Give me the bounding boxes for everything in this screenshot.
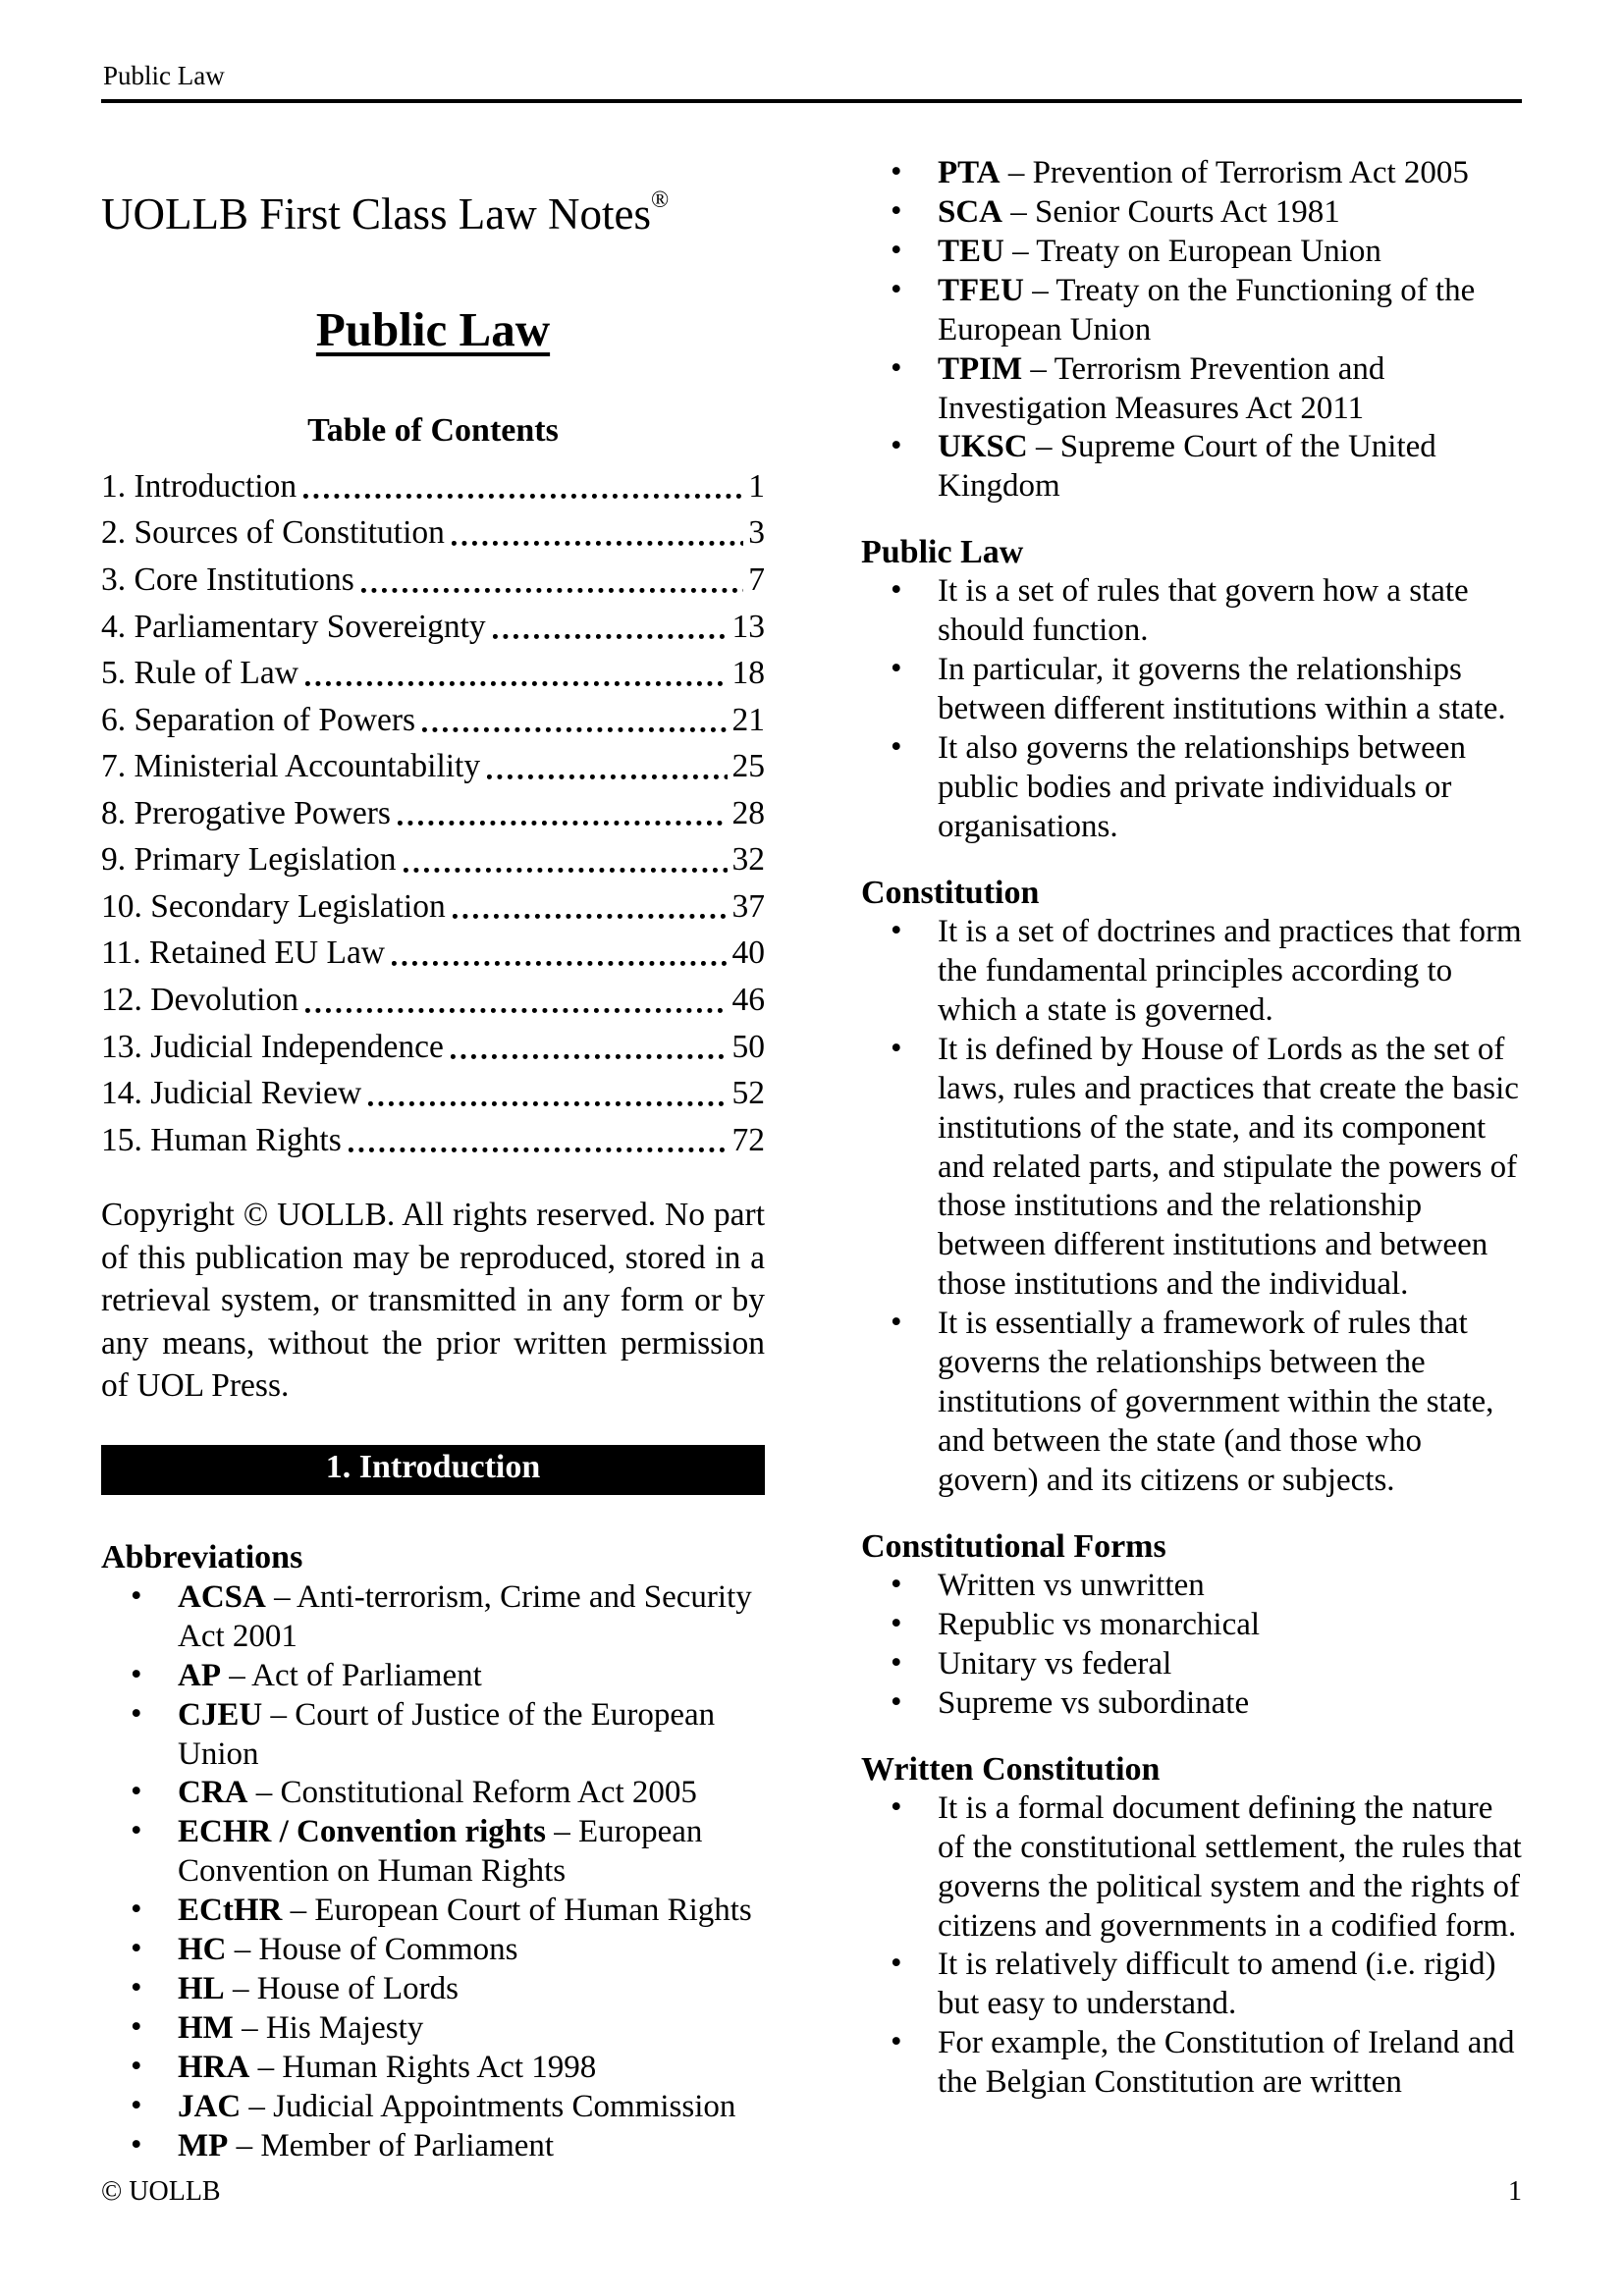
bullet-item: • It is essentially a framework of rules that governs the relationships between the institutions of government within the state, and between the state (and those who govern) and its citizens or subjects. (861, 1305, 1525, 1501)
toc-entry-page: 37 (731, 887, 765, 925)
abbreviation-term: TPIM (938, 350, 1023, 387)
abbreviation-item (861, 428, 1525, 507)
abbreviation-definition: – House of Commons (234, 1932, 518, 1968)
abbreviation-term: TEU (938, 233, 1004, 269)
page-footer (101, 2176, 1522, 2208)
toc-entry-page: 21 (731, 701, 765, 738)
toc-entry-label: 10. Secondary Legislation (101, 887, 446, 925)
abbreviation-definition: – Act of Parliament (229, 1657, 482, 1693)
document-title-text: Public Law (315, 301, 551, 356)
toc-entry-label: 9. Primary Legislation (101, 841, 397, 879)
abbreviation-term: AP (178, 1657, 221, 1693)
abbreviation-term: HC (178, 1932, 227, 1968)
abbreviation-term: TFEU (938, 272, 1025, 308)
running-header: Public Law (101, 49, 1522, 103)
toc-entry-label: 4. Parliamentary Sovereignty (101, 608, 486, 645)
footer-copyright: © UOLLB (101, 2176, 221, 2207)
bullet-list (861, 572, 1525, 846)
bullet-item: • It also governs the relationships between public bodies and private individuals or organisations. (861, 729, 1525, 847)
toc-dot-leader (451, 1024, 728, 1071)
abbreviation-term: HRA (178, 2049, 250, 2085)
abbreviation-item (101, 1892, 765, 1931)
toc-entry (101, 1117, 765, 1164)
toc-entry-page: 50 (731, 1028, 765, 1065)
bullet-item: • Written vs unwritten (861, 1567, 1525, 1606)
section-written-constitution (861, 1749, 1525, 2104)
bullet-item: • Unitary vs federal (861, 1645, 1525, 1684)
toc-entry-page: 32 (731, 841, 765, 879)
abbreviation-definition: – Judicial Appointments Commission (248, 2088, 736, 2124)
two-column-layout (101, 103, 1522, 2166)
abbreviation-term: CJEU (178, 1696, 263, 1733)
abbreviation-item (861, 154, 1525, 193)
toc-dot-leader (303, 463, 743, 510)
toc-entry (101, 509, 765, 557)
toc-entry-page: 1 (748, 467, 765, 505)
abbreviation-term: ECtHR (178, 1893, 283, 1929)
abbreviation-item (101, 2009, 765, 2049)
toc-entry-page: 13 (731, 608, 765, 645)
toc-entry-page: 28 (731, 794, 765, 831)
toc-entry-page: 3 (748, 514, 765, 552)
abbreviation-item (861, 350, 1525, 429)
abbreviation-term: UKSC (938, 429, 1028, 465)
abbreviation-item (101, 1657, 765, 1696)
toc-entry (101, 697, 765, 744)
bullet-item: • It is defined by House of Lords as the set of laws, rules and practices that create the basic institutions of the state, and its component and related parts, and stipulate the powers of those institutions and the relationship between different institutions and between those institutions and the individual. (861, 1031, 1525, 1305)
toc-dot-leader (368, 1070, 727, 1117)
footer-page-number: 1 (1508, 2176, 1522, 2207)
abbreviation-definition: – Member of Parliament (236, 2127, 555, 2163)
toc-entry-label: 6. Separation of Powers (101, 701, 416, 738)
registered-trademark-symbol: ® (650, 187, 670, 213)
toc-entry-page: 46 (731, 982, 765, 1019)
toc-entry-label: 1. Introduction (101, 467, 298, 505)
abbreviation-definition: – Treaty on the Functioning of the European Union (938, 272, 1476, 347)
toc-entry (101, 463, 765, 510)
toc-entry (101, 790, 765, 837)
abbreviation-item (101, 1774, 765, 1813)
brand-title-text: UOLLB First Class Law Notes (101, 189, 651, 239)
abbreviation-item (101, 2127, 765, 2166)
bullet-list (861, 1567, 1525, 1724)
abbreviation-definition: – Anti-terrorism, Crime and Security Act 2001 (178, 1578, 752, 1654)
toc-entry-label: 7. Ministerial Accountability (101, 748, 481, 785)
toc-entry-label: 5. Rule of Law (101, 655, 298, 692)
brand-title (101, 187, 765, 240)
bullet-item: • It is a set of doctrines and practices that form the fundamental principles according to which a state is governed. (861, 913, 1525, 1031)
toc-dot-leader (398, 790, 728, 837)
abbreviation-term: PTA (938, 155, 1001, 190)
abbreviation-definition: – Human Rights Act 1998 (257, 2049, 597, 2085)
toc-entry (101, 604, 765, 651)
bullet-item: • In particular, it governs the relationships between different institutions within a state. (861, 651, 1525, 729)
toc-entry-page: 18 (731, 655, 765, 692)
toc-dot-leader (305, 650, 728, 697)
toc-entry-label: 12. Devolution (101, 982, 298, 1019)
section-heading: Constitution (861, 874, 1040, 911)
toc-entry (101, 1024, 765, 1071)
toc-dot-leader (349, 1117, 728, 1164)
toc-entry-page: 25 (731, 748, 765, 785)
bullet-item: • For example, the Constitution of Ireland and the Belgian Constitution are written (861, 2024, 1525, 2103)
toc-heading: Table of Contents (307, 411, 559, 449)
abbreviation-item (861, 272, 1525, 350)
document-title (101, 302, 765, 357)
toc-dot-leader (305, 977, 728, 1024)
bullet-list (861, 913, 1525, 1501)
toc-entry-page: 7 (748, 561, 765, 598)
abbreviations-list-right (861, 154, 1525, 507)
abbreviation-definition: – House of Lords (232, 1971, 459, 2007)
toc-dot-leader (487, 743, 727, 790)
toc-entry (101, 977, 765, 1024)
toc-entry-page: 52 (731, 1075, 765, 1112)
toc-entry-page: 72 (731, 1121, 765, 1158)
toc-entry-label: 3. Core Institutions (101, 561, 354, 598)
toc-entry (101, 836, 765, 883)
abbreviation-term: CRA (178, 1775, 248, 1811)
chapter-banner: 1. Introduction (101, 1445, 765, 1495)
bullet-item: • It is relatively difficult to amend (i.e. rigid) but easy to understand. (861, 1946, 1525, 2024)
abbreviation-definition: – Prevention of Terrorism Act 2005 (1007, 155, 1469, 190)
toc-entry-label: 13. Judicial Independence (101, 1028, 444, 1065)
toc-entry-label: 15. Human Rights (101, 1121, 342, 1158)
abbreviation-term: MP (178, 2127, 229, 2163)
abbreviation-definition: – Terrorism Prevention and Investigation Measures Act 2011 (938, 350, 1385, 426)
section-heading: Public Law (861, 534, 1024, 571)
abbreviation-term: SCA (938, 193, 1003, 230)
abbreviation-definition: – Constitutional Reform Act 2005 (255, 1775, 697, 1811)
toc-entry-label: 11. Retained EU Law (101, 934, 386, 972)
abbreviations-list-left (101, 1578, 765, 2166)
left-column (101, 103, 765, 2166)
toc-entry (101, 883, 765, 931)
toc-entry (101, 743, 765, 790)
abbreviation-item (101, 1696, 765, 1775)
toc-entry (101, 557, 765, 604)
right-column (861, 103, 1525, 2103)
abbreviation-item (101, 2088, 765, 2127)
abbreviation-definition: – Supreme Court of the United Kingdom (938, 429, 1436, 505)
abbreviation-item (101, 2049, 765, 2088)
toc-entry-label: 2. Sources of Constitution (101, 514, 445, 552)
abbreviation-definition: – Senior Courts Act 1981 (1010, 193, 1340, 230)
toc-entry (101, 1070, 765, 1117)
abbreviation-definition: – Court of Justice of the European Union (178, 1696, 716, 1772)
section-constitution (861, 873, 1525, 1501)
toc-dot-leader (404, 836, 728, 883)
abbreviation-definition: – European Convention on Human Rights (178, 1814, 703, 1890)
abbreviations-heading: Abbreviations (101, 1539, 303, 1576)
abbreviation-item (101, 1931, 765, 1970)
abbreviation-term: ACSA (178, 1578, 266, 1615)
bullet-item: • Supreme vs subordinate (861, 1684, 1525, 1724)
bullet-item: • It is a set of rules that govern how a state should function. (861, 572, 1525, 651)
toc-dot-leader (361, 557, 743, 604)
abbreviation-definition: – European Court of Human Rights (290, 1893, 752, 1929)
toc-entry-label: 8. Prerogative Powers (101, 794, 391, 831)
abbreviation-item (861, 233, 1525, 272)
toc-dot-leader (453, 883, 728, 931)
bullet-list (861, 1789, 1525, 2103)
section-heading: Written Constitution (861, 1750, 1161, 1788)
toc-dot-leader (392, 930, 727, 977)
abbreviation-term: HM (178, 2009, 234, 2046)
abbreviation-item (861, 193, 1525, 233)
abbreviation-definition: – Treaty on European Union (1012, 233, 1381, 269)
bullet-item: • It is a formal document defining the nature of the constitutional settlement, the rules that governs the political system and the rights of citizens and governments in a codified form. (861, 1789, 1525, 1947)
abbreviation-term: HL (178, 1971, 225, 2007)
toc-entry (101, 650, 765, 697)
abbreviation-item (101, 1813, 765, 1892)
section-constitutional-forms (861, 1526, 1525, 1724)
abbreviation-item (101, 1578, 765, 1657)
toc-dot-leader (493, 604, 728, 651)
abbreviation-term: ECHR / Convention rights (178, 1814, 546, 1850)
copyright-notice: Copyright © UOLLB. All rights reserved. No part of this publication may be reproduced, stored in a retrieval system, or transmitted in any form or by any means, without the prior written permission of UOL Press. (101, 1197, 765, 1405)
bullet-item: • Republic vs monarchical (861, 1606, 1525, 1645)
abbreviation-item (101, 1970, 765, 2009)
toc-entry-label: 14. Judicial Review (101, 1075, 362, 1112)
toc-entry-page: 40 (731, 934, 765, 972)
toc-dot-leader (422, 697, 727, 744)
toc-dot-leader (452, 509, 743, 557)
toc-entry (101, 930, 765, 977)
toc-list (101, 463, 765, 1163)
section-heading: Constitutional Forms (861, 1527, 1166, 1565)
section-public-law (861, 532, 1525, 847)
abbreviation-term: JAC (178, 2088, 242, 2124)
abbreviation-definition: – His Majesty (242, 2009, 424, 2046)
